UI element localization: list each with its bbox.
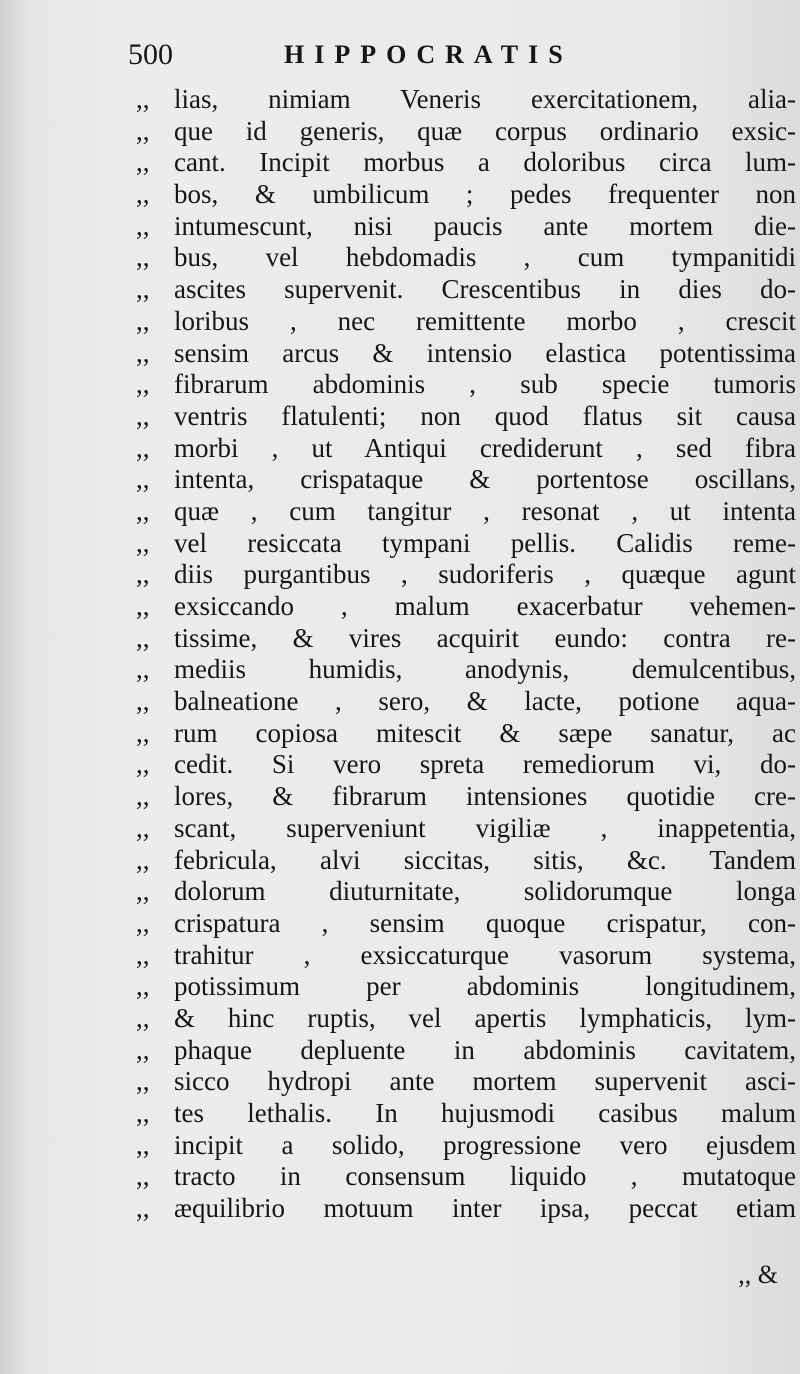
text-line <box>136 971 796 1003</box>
text-line <box>136 338 796 370</box>
text-line <box>136 654 796 686</box>
text-line <box>136 1066 796 1098</box>
quotation-mark: ,, <box>136 115 150 146</box>
line-text: crispatura , sensim quoque crispatur, con- <box>174 907 796 938</box>
text-line <box>136 433 796 465</box>
line-text: vel resiccata tympani pellis. Calidis reme- <box>174 527 796 558</box>
line-text: cedit. Si vero spreta remediorum vi, do- <box>174 749 796 780</box>
quotation-mark: ,, <box>136 939 150 970</box>
quotation-mark: ,, <box>136 147 150 178</box>
line-text: & hinc ruptis, vel apertis lymphaticis, lym- <box>174 1002 796 1033</box>
text-line <box>136 496 796 528</box>
quotation-mark: ,, <box>136 876 150 907</box>
line-text: ascites supervenit. Crescentibus in dies do- <box>174 274 796 305</box>
line-text: exsiccando , malum exacerbatur vehemen- <box>174 591 796 621</box>
quotation-mark: ,, <box>136 1161 150 1192</box>
text-line <box>136 940 796 972</box>
line-text: quæ , cum tangitur , resonat , ut intenta <box>174 495 796 526</box>
text-line <box>136 179 796 211</box>
page-header <box>128 38 648 78</box>
text-line <box>136 242 796 274</box>
quotation-mark: ,, <box>136 464 150 495</box>
quotation-mark: ,, <box>136 654 150 685</box>
text-line <box>136 274 796 306</box>
quotation-mark: ,, <box>136 179 150 210</box>
line-text: intenta, crispataque & portentose oscillans, <box>174 464 796 495</box>
quotation-mark: ,, <box>136 337 150 368</box>
quotation-mark: ,, <box>136 400 150 431</box>
line-text: lias, nimiam Veneris exercitationem, alia- <box>174 84 796 114</box>
text-line <box>136 211 796 243</box>
quotation-mark: ,, <box>136 844 150 875</box>
quotation-mark: ,, <box>136 622 150 653</box>
text-line <box>136 559 796 591</box>
line-text: trahitur , exsiccaturque vasorum systema, <box>174 939 796 970</box>
text-line <box>136 813 796 845</box>
line-text: potissimum per abdominis longitudinem, <box>174 971 796 1002</box>
quotation-mark: ,, <box>136 781 150 812</box>
quotation-mark: ,, <box>136 210 150 241</box>
line-text: diis purgantibus , sudoriferis , quæque agunt <box>174 559 796 590</box>
line-text: bos, & umbilicum ; pedes frequenter non <box>174 179 796 210</box>
line-text: mediis humidis, anodynis, demulcentibus, <box>174 654 796 685</box>
line-text: loribus , nec remittente morbo , crescit <box>174 305 796 336</box>
text-line <box>136 116 796 148</box>
line-text: scant, superveniunt vigiliæ , inappetentia, <box>174 812 796 843</box>
text-line <box>136 84 796 116</box>
quotation-mark: ,, <box>136 591 150 621</box>
line-text: febricula, alvi siccitas, sitis, &c. Tandem <box>174 844 796 875</box>
text-line <box>136 591 796 623</box>
line-text: intumescunt, nisi paucis ante mortem die- <box>174 210 796 241</box>
quotation-mark: ,, <box>136 84 150 114</box>
line-text: balneatione , sero, & lacte, potione aqua- <box>174 686 796 717</box>
catchword: ,, & <box>738 1260 778 1289</box>
body-text <box>136 84 796 1225</box>
text-line <box>136 401 796 433</box>
line-text: que id generis, quæ corpus ordinario exsic- <box>174 115 796 146</box>
quotation-mark: ,, <box>136 1066 150 1097</box>
text-line <box>136 1003 796 1035</box>
line-text: cant. Incipit morbus a doloribus circa lum- <box>174 147 796 178</box>
quotation-mark: ,, <box>136 749 150 780</box>
quotation-mark: ,, <box>136 1098 150 1128</box>
quotation-mark: ,, <box>136 242 150 273</box>
quotation-mark: ,, <box>136 432 150 463</box>
text-line <box>136 686 796 718</box>
text-line <box>136 1130 796 1162</box>
line-text: fibrarum abdominis , sub specie tumoris <box>174 369 796 400</box>
line-text: sicco hydropi ante mortem supervenit asci- <box>174 1066 796 1097</box>
quotation-mark: ,, <box>136 305 150 336</box>
text-line <box>136 876 796 908</box>
quotation-mark: ,, <box>136 369 150 400</box>
text-line <box>136 1193 796 1225</box>
line-text: sensim arcus & intensio elastica potentissima <box>174 337 796 368</box>
text-line <box>136 1098 796 1130</box>
text-line <box>136 1035 796 1067</box>
quotation-mark: ,, <box>136 717 150 748</box>
text-line <box>136 306 796 338</box>
text-line <box>136 718 796 750</box>
line-text: dolorum diuturnitate, solidorumque longa <box>174 876 796 907</box>
line-text: ventris flatulenti; non quod flatus sit causa <box>174 400 796 431</box>
quotation-mark: ,, <box>136 559 150 590</box>
quotation-mark: ,, <box>136 1034 150 1065</box>
text-line <box>136 908 796 940</box>
line-text: tracto in consensum liquido , mutatoque <box>174 1161 796 1192</box>
line-text: lores, & fibrarum intensiones quotidie cre- <box>174 781 796 812</box>
quotation-mark: ,, <box>136 907 150 938</box>
line-text: tes lethalis. In hujusmodi casibus malum <box>174 1098 796 1128</box>
text-line <box>136 369 796 401</box>
running-head: HIPPOCRATIS <box>284 40 573 69</box>
text-line <box>136 749 796 781</box>
line-text: incipit a solido, progressione vero ejusdem <box>174 1129 796 1160</box>
quotation-mark: ,, <box>136 971 150 1002</box>
text-line <box>136 464 796 496</box>
quotation-mark: ,, <box>136 1002 150 1033</box>
line-text: æquilibrio motuum inter ipsa, peccat etiam <box>174 1193 796 1224</box>
quotation-mark: ,, <box>136 527 150 558</box>
quotation-mark: ,, <box>136 1129 150 1160</box>
line-text: tissime, & vires acquirit eundo: contra re- <box>174 622 796 653</box>
text-line <box>136 1161 796 1193</box>
line-text: bus, vel hebdomadis , cum tympanitidi <box>174 242 796 273</box>
quotation-mark: ,, <box>136 686 150 717</box>
page-number: 500 <box>128 38 173 71</box>
quotation-mark: ,, <box>136 812 150 843</box>
text-line <box>136 781 796 813</box>
line-text: rum copiosa mitescit & sæpe sanatur, ac <box>174 717 796 748</box>
quotation-mark: ,, <box>136 274 150 305</box>
text-line <box>136 623 796 655</box>
text-line <box>136 147 796 179</box>
quotation-mark: ,, <box>136 495 150 526</box>
text-line <box>136 845 796 877</box>
quotation-mark: ,, <box>136 1193 150 1224</box>
line-text: morbi , ut Antiqui crediderunt , sed fibra <box>174 432 796 463</box>
text-line <box>136 528 796 560</box>
line-text: phaque depluente in abdominis cavitatem, <box>174 1034 796 1065</box>
